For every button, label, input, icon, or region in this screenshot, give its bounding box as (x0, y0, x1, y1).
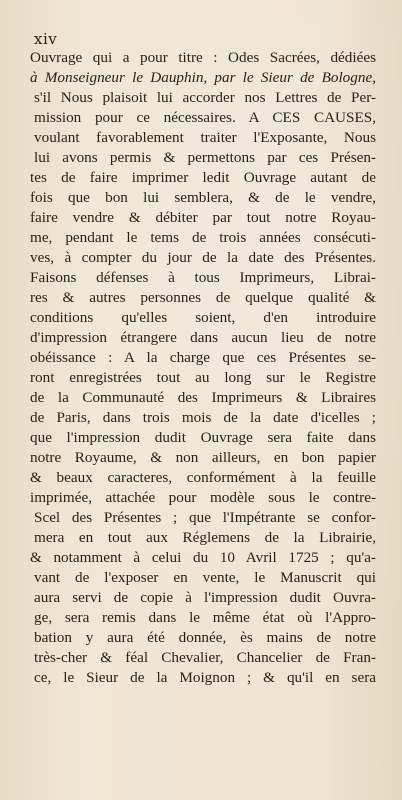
text-line: d'impression étrangere dans aucun lieu de notre (30, 329, 376, 346)
text-line: ront enregistrées tout au long sur le Registre (30, 369, 376, 386)
text-line: voulant favorablement traiter l'Exposante, Nous (34, 129, 376, 146)
text-line: ge, sera remis dans le même état où l'Appro- (34, 609, 376, 626)
body-text (30, 48, 376, 688)
text-line: que l'impression dudit Ouvrage sera faite dans (30, 429, 376, 446)
text-line: Scel des Présentes ; que l'Impétrante se confor- (34, 509, 376, 526)
text-line: Ouvrage qui a pour titre : Odes Sacrées, dédiées (30, 49, 376, 66)
text-line: imprimée, attachée pour modèle sous le contre- (30, 489, 376, 506)
text-line: s'il Nous plaisoit lui accorder nos Lettres de Per- (34, 89, 376, 106)
text-line: très-cher & féal Chevalier, Chancelier de Fran- (34, 649, 376, 666)
text-line: obéissance : A la charge que ces Présentes se- (30, 349, 376, 366)
text-line: & notamment à celui du 10 Avril 1725 ; qu'a- (30, 549, 376, 566)
text-line: de la Communauté des Imprimeurs & Libraires (30, 389, 376, 406)
text-line: ce, le Sieur de la Moignon ; & qu'il en sera (34, 669, 376, 686)
text-line: lui avons permis & permettons par ces Présen- (34, 149, 376, 166)
text-line: conditions qu'elles soient, d'en introduire (30, 309, 376, 326)
text-line: tes de faire imprimer ledit Ouvrage autant de (30, 169, 376, 186)
text-line: faire vendre & débiter par tout notre Royau- (30, 209, 376, 226)
text-line: vant de l'exposer en vente, le Manuscrit qui (34, 569, 376, 586)
text-line: mera en tout aux Réglemens de la Librairie, (34, 529, 376, 546)
text-line: aura servi de copie à l'impression dudit Ouvra- (34, 589, 376, 606)
text-line: res & autres personnes de quelque qualité & (30, 289, 376, 306)
text-line: fois que bon lui semblera, & de le vendre, (30, 189, 376, 206)
text-line: à Monseigneur le Dauphin, par le Sieur de Bologne, (30, 69, 376, 86)
text-line: bation y aura été donnée, ès mains de notre (34, 629, 376, 646)
text-line: notre Royaume, & non ailleurs, en bon papier (30, 449, 376, 466)
text-line: mission pour ce nécessaires. A CES CAUSES, (34, 109, 376, 126)
text-line: ves, à compter du jour de la date des Présentes. (30, 249, 376, 266)
text-line: de Paris, dans trois mois de la date d'icelles ; (30, 409, 376, 426)
text-line: Faisons défenses à tous Imprimeurs, Librai- (30, 269, 376, 286)
page-number: xiv (34, 30, 58, 48)
text-line: me, pendant le tems de trois années consécuti- (30, 229, 376, 246)
text-line: & beaux caracteres, conformément à la feuille (30, 469, 376, 486)
